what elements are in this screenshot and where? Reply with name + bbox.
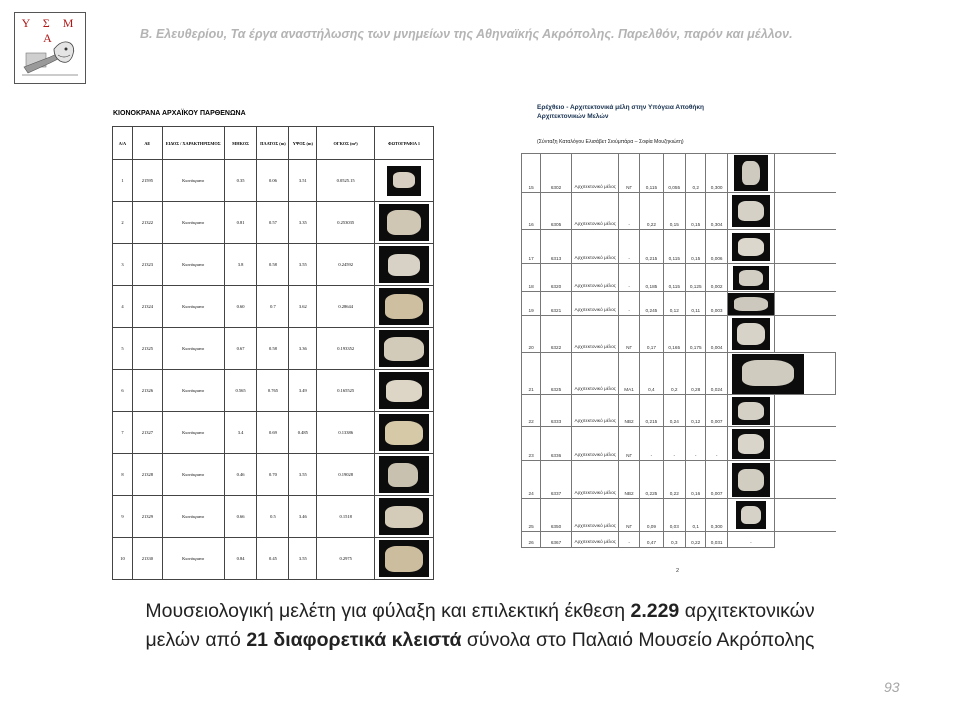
cell: 10 xyxy=(113,538,133,580)
cell: Κιονόκρανο xyxy=(162,412,224,454)
cell: 0.66 xyxy=(224,496,257,538)
member-photo xyxy=(733,266,769,290)
cell: 21325 xyxy=(132,328,162,370)
cell: 0.67 xyxy=(224,328,257,370)
photo-cell xyxy=(727,230,774,264)
cell: 0,185 xyxy=(640,264,663,292)
member-photo xyxy=(732,463,770,497)
table-row xyxy=(113,202,434,244)
cell xyxy=(774,292,835,316)
table-row xyxy=(522,154,836,193)
photo-cell: - xyxy=(727,532,774,548)
photo-cell xyxy=(727,193,774,230)
cell: 6 xyxy=(113,370,133,412)
cell: 0.2975 xyxy=(317,538,375,580)
cell: 0.46 xyxy=(224,454,257,496)
cell: 21330 xyxy=(132,538,162,580)
table-row xyxy=(113,412,434,454)
cell: 0,22 xyxy=(640,193,663,230)
cell: Αρχιτεκτονικό μέλος xyxy=(571,532,618,548)
table-row xyxy=(522,264,836,292)
cell: - xyxy=(618,230,639,264)
cell: Κιονόκρανο xyxy=(162,496,224,538)
cell: 0,125 xyxy=(685,264,706,292)
cell: 22 xyxy=(522,395,541,427)
caption-emphasis: 21 διαφορετικά κλειστά xyxy=(246,629,462,651)
cell: 6367 xyxy=(541,532,572,548)
capital-photo xyxy=(379,246,429,283)
cell: 0,11 xyxy=(685,292,706,316)
cell: 0,225 xyxy=(640,461,663,499)
cell: 0.253035 xyxy=(317,202,375,244)
cell: 21323 xyxy=(132,244,162,286)
photo-cell xyxy=(375,286,434,328)
photo-cell xyxy=(727,154,774,193)
presentation-header: Β. Ελευθερίου, Τα έργα αναστήλωσης των μνημείων της Αθηναϊκής Ακρόπολης. Παρελθόν, παρόν και μέλλον. xyxy=(140,27,793,41)
cell: ΝΓ xyxy=(618,499,639,532)
logo-emblem-icon xyxy=(20,35,80,81)
capital-photo xyxy=(379,414,429,451)
cell: 21324 xyxy=(132,286,162,328)
cell: 0,165 xyxy=(663,316,685,353)
cell xyxy=(774,264,835,292)
caption-text: Μουσειολογική μελέτη για φύλαξη και επιλεκτική έκθεση xyxy=(145,600,631,622)
cell: 0,28 xyxy=(685,353,706,395)
cell: 3.46 xyxy=(289,496,317,538)
cell: - xyxy=(618,264,639,292)
cell: 0.1518 xyxy=(317,496,375,538)
cell xyxy=(774,154,835,193)
slide-number: 93 xyxy=(884,679,900,695)
cell: 21326 xyxy=(132,370,162,412)
cell: Αρχιτεκτονικό μέλος xyxy=(571,264,618,292)
cell: 3.49 xyxy=(289,370,317,412)
cell: 24 xyxy=(522,461,541,499)
cell: ΝΓ xyxy=(618,154,639,193)
cell: 0.7 xyxy=(257,286,289,328)
cell: Αρχιτεκτονικό μέλος xyxy=(571,461,618,499)
cell: 0,2 xyxy=(685,154,706,193)
caption-line-2 xyxy=(0,629,960,652)
cell: 0,24 xyxy=(663,395,685,427)
cell: 0,215 xyxy=(640,395,663,427)
column-header: ΟΓΚΟΣ (m³) xyxy=(317,127,375,160)
cell: 0.45 xyxy=(257,538,289,580)
photo-cell xyxy=(375,538,434,580)
cell: 3 xyxy=(113,244,133,286)
cell: 0,006 xyxy=(706,230,727,264)
cell: 17 xyxy=(522,230,541,264)
column-header: ΠΛΑΤΟΣ (m) xyxy=(257,127,289,160)
cell: 6302 xyxy=(541,154,572,193)
cell: 0,12 xyxy=(663,292,685,316)
caption-line-1 xyxy=(0,600,960,623)
photo-cell xyxy=(727,353,835,395)
member-photo xyxy=(734,155,768,191)
photo-cell xyxy=(375,496,434,538)
cell: Αρχιτεκτονικό μέλος xyxy=(571,395,618,427)
cell: 0.60 xyxy=(224,286,257,328)
capital-photo xyxy=(379,456,429,493)
cell: Αρχιτεκτονικό μέλος xyxy=(571,292,618,316)
cell: 3.62 xyxy=(289,286,317,328)
cell: Κιονόκρανο xyxy=(162,454,224,496)
cell: Κιονόκρανο xyxy=(162,538,224,580)
cell: ΝΓ xyxy=(618,427,639,461)
cell: 0.70 xyxy=(257,454,289,496)
cell: 20 xyxy=(522,316,541,353)
cell: 0,17 xyxy=(640,316,663,353)
cell: 0,004 xyxy=(706,316,727,353)
logo-text: Υ Σ Μ Α xyxy=(21,16,79,45)
caption-emphasis: 2.229 xyxy=(630,600,680,622)
cell: - xyxy=(618,532,639,548)
cell: 0.0525.15 xyxy=(317,160,375,202)
cell: 0,024 xyxy=(706,353,727,395)
cell: 0,22 xyxy=(663,461,685,499)
table-row xyxy=(522,230,836,264)
cell: ΝΓ xyxy=(618,316,639,353)
capital-photo xyxy=(379,498,429,535)
capital-photo xyxy=(379,330,429,367)
cell: 3.55 xyxy=(289,538,317,580)
photo-cell xyxy=(375,328,434,370)
cell xyxy=(774,316,835,353)
table-row xyxy=(522,292,836,316)
cell: 21328 xyxy=(132,454,162,496)
member-photo xyxy=(732,354,804,394)
cell xyxy=(774,193,835,230)
table-row xyxy=(113,454,434,496)
erechtheion-members-table xyxy=(521,153,836,548)
right-table-title-line2: Αρχιτεκτονικών Μελών xyxy=(537,113,609,120)
photo-cell xyxy=(375,454,434,496)
cell: - xyxy=(640,427,663,461)
cell: Κιονόκρανο xyxy=(162,160,224,202)
cell: Κιονόκρανο xyxy=(162,328,224,370)
cell: 0,215 xyxy=(640,230,663,264)
cell: 0,12 xyxy=(685,395,706,427)
cell: 0,003 xyxy=(706,292,727,316)
cell: 3.8 xyxy=(224,244,257,286)
cell: 21 xyxy=(522,353,541,395)
cell: 0.28644 xyxy=(317,286,375,328)
cell: 0,09 xyxy=(640,499,663,532)
cell: Κιονόκρανο xyxy=(162,244,224,286)
cell: ΝΒ2 xyxy=(618,395,639,427)
cell: 0,16 xyxy=(685,461,706,499)
cell: 0,304 xyxy=(706,193,727,230)
cell: 0,002 xyxy=(706,264,727,292)
cell: - xyxy=(663,427,685,461)
cell: 0,3 xyxy=(663,532,685,548)
cell: 0.5 xyxy=(257,496,289,538)
left-table-title: ΚΙΟΝΟΚΡΑΝΑ ΑΡΧΑΪΚΟΥ ΠΑΡΘΕΝΩΝΑ xyxy=(113,110,246,117)
cell: 0.81 xyxy=(224,202,257,244)
capital-photo xyxy=(379,288,429,325)
capital-photo xyxy=(379,204,429,241)
column-header: ΜΗΚΟΣ xyxy=(224,127,257,160)
cell: 0.193352 xyxy=(317,328,375,370)
cell: 0,4 xyxy=(640,353,663,395)
cell: 21322 xyxy=(132,202,162,244)
cell: Αρχιτεκτονικό μέλος xyxy=(571,499,618,532)
cell: 0,15 xyxy=(685,193,706,230)
cell: 21329 xyxy=(132,496,162,538)
table-row xyxy=(522,395,836,427)
cell: 6313 xyxy=(541,230,572,264)
photo-cell xyxy=(727,427,774,461)
cell: 0,031 xyxy=(706,532,727,548)
cell: 6336 xyxy=(541,427,572,461)
caption-text: σύνολα στο Παλαιό Μουσείο Ακρόπολης xyxy=(461,629,815,651)
cell: Αρχιτεκτονικό μέλος xyxy=(571,316,618,353)
member-photo xyxy=(732,429,770,459)
table-row xyxy=(113,160,434,202)
cell: 0,22 xyxy=(685,532,706,548)
cell: 25 xyxy=(522,499,541,532)
cell: 16 xyxy=(522,193,541,230)
cell: 0.165525 xyxy=(317,370,375,412)
table-row xyxy=(522,193,836,230)
cell: 0.58 xyxy=(257,328,289,370)
cell: 6337 xyxy=(541,461,572,499)
photo-cell xyxy=(727,316,774,353)
cell: 6305 xyxy=(541,193,572,230)
cell: 21595 xyxy=(132,160,162,202)
table-row xyxy=(522,316,836,353)
table-row xyxy=(522,353,836,395)
cell: 6320 xyxy=(541,264,572,292)
photo-cell xyxy=(375,412,434,454)
photo-cell xyxy=(727,461,774,499)
cell xyxy=(774,532,835,548)
cell: 4 xyxy=(113,286,133,328)
cell: 3.51 xyxy=(289,160,317,202)
table-row xyxy=(113,370,434,412)
cell: 0,300 xyxy=(706,154,727,193)
cell: 0.35 xyxy=(224,160,257,202)
cell: 15 xyxy=(522,154,541,193)
cell: 0,175 xyxy=(685,316,706,353)
cell: 6322 xyxy=(541,316,572,353)
capital-photo xyxy=(387,166,421,196)
cell: 0.06 xyxy=(257,160,289,202)
cell: - xyxy=(706,427,727,461)
cell: Αρχιτεκτονικό μέλος xyxy=(571,193,618,230)
cell: 19 xyxy=(522,292,541,316)
cell: 1 xyxy=(113,160,133,202)
column-header: ΑΕ xyxy=(132,127,162,160)
table-row xyxy=(522,461,836,499)
cell: 9 xyxy=(113,496,133,538)
photo-cell xyxy=(375,202,434,244)
cell xyxy=(774,230,835,264)
capital-photo xyxy=(379,372,429,409)
cell: 0,055 xyxy=(663,154,685,193)
cell: 3.55 xyxy=(289,244,317,286)
table-row xyxy=(522,499,836,532)
caption-text: αρχιτεκτονικών xyxy=(679,600,815,622)
cell: Αρχιτεκτονικό μέλος xyxy=(571,154,618,193)
logo xyxy=(14,12,86,84)
capitals-table xyxy=(112,126,434,580)
document-page-number: 2 xyxy=(676,568,680,574)
cell: 0,15 xyxy=(663,193,685,230)
right-table-title: Ερέχθειο - Αρχιτεκτονικά μέλη στην Υπόγεια Αποθήκη xyxy=(537,104,704,111)
cell: 0.19028 xyxy=(317,454,375,496)
cell: 6321 xyxy=(541,292,572,316)
cell: 23 xyxy=(522,427,541,461)
cell: 0.69 xyxy=(257,412,289,454)
member-photo xyxy=(728,293,774,315)
column-header: ΦΩΤΟΓΡΑΦΙΑ 1 xyxy=(375,127,434,160)
table-row xyxy=(522,427,836,461)
cell xyxy=(774,395,835,427)
cell: 0,115 xyxy=(640,154,663,193)
cell: Κιονόκρανο xyxy=(162,370,224,412)
cell: 0.58 xyxy=(257,244,289,286)
cell: 18 xyxy=(522,264,541,292)
member-photo xyxy=(732,397,770,425)
column-header: ΥΨΟΣ (m) xyxy=(289,127,317,160)
cell: 3.55 xyxy=(289,454,317,496)
photo-cell xyxy=(375,160,434,202)
cell: 2 xyxy=(113,202,133,244)
cell: Αρχιτεκτονικό μέλος xyxy=(571,230,618,264)
table-row xyxy=(113,496,434,538)
cell: 0,115 xyxy=(663,264,685,292)
cell: 0,2 xyxy=(663,353,685,395)
cell: 0,115 xyxy=(663,230,685,264)
photo-cell xyxy=(727,499,774,532)
cell: ΝΒ2 xyxy=(618,461,639,499)
cell: 0.485 xyxy=(289,412,317,454)
right-table-subtitle: (Σύνταξη Καταλόγου Ελισάβετ Σιούμπάρα – Σοφία Μουζηκιώτη) xyxy=(537,139,684,145)
table-row xyxy=(113,328,434,370)
cell: 7 xyxy=(113,412,133,454)
cell: 0,1 xyxy=(685,499,706,532)
photo-cell xyxy=(727,264,774,292)
cell: 0,15 xyxy=(685,230,706,264)
cell: Κιονόκρανο xyxy=(162,286,224,328)
cell: 3.36 xyxy=(289,328,317,370)
cell xyxy=(774,499,835,532)
cell: 3.35 xyxy=(289,202,317,244)
cell: 0.57 xyxy=(257,202,289,244)
cell: - xyxy=(618,193,639,230)
table-header-row xyxy=(113,127,434,160)
table-row xyxy=(113,538,434,580)
column-header: ΕΙΔΟΣ / ΧΑΡΑΚΤΗΡΙΣΜΟΣ xyxy=(162,127,224,160)
cell: 6325 xyxy=(541,353,572,395)
table-row xyxy=(113,286,434,328)
cell: 0.765 xyxy=(257,370,289,412)
member-photo xyxy=(732,233,770,261)
member-photo xyxy=(732,195,770,227)
cell: Αρχιτεκτονικό μέλος xyxy=(571,427,618,461)
photo-cell xyxy=(727,292,774,316)
cell: 3.4 xyxy=(224,412,257,454)
cell: - xyxy=(618,292,639,316)
cell: 0,007 xyxy=(706,461,727,499)
cell: 0,03 xyxy=(663,499,685,532)
cell: - xyxy=(685,427,706,461)
member-photo xyxy=(736,501,766,529)
caption-text: μελών από xyxy=(145,629,247,651)
member-photo xyxy=(732,318,770,350)
cell xyxy=(774,427,835,461)
capital-photo xyxy=(379,540,429,577)
column-header: Α/Α xyxy=(113,127,133,160)
cell: 0,007 xyxy=(706,395,727,427)
cell: 0.13386 xyxy=(317,412,375,454)
cell: 0.24592 xyxy=(317,244,375,286)
cell: 8 xyxy=(113,454,133,496)
cell xyxy=(774,461,835,499)
cell: 0.84 xyxy=(224,538,257,580)
cell: 5 xyxy=(113,328,133,370)
cell: 0,245 xyxy=(640,292,663,316)
cell: 0,47 xyxy=(640,532,663,548)
cell: 21327 xyxy=(132,412,162,454)
photo-cell xyxy=(375,370,434,412)
cell: ΜΑ1 xyxy=(618,353,639,395)
cell: 26 xyxy=(522,532,541,548)
photo-cell xyxy=(375,244,434,286)
cell: Κιονόκρανο xyxy=(162,202,224,244)
cell: 0,300 xyxy=(706,499,727,532)
cell: 6333 xyxy=(541,395,572,427)
cell: 0.565 xyxy=(224,370,257,412)
cell: Αρχιτεκτονικό μέλος xyxy=(571,353,618,395)
photo-cell xyxy=(727,395,774,427)
table-row xyxy=(113,244,434,286)
cell: 6350 xyxy=(541,499,572,532)
table-row xyxy=(522,532,836,548)
